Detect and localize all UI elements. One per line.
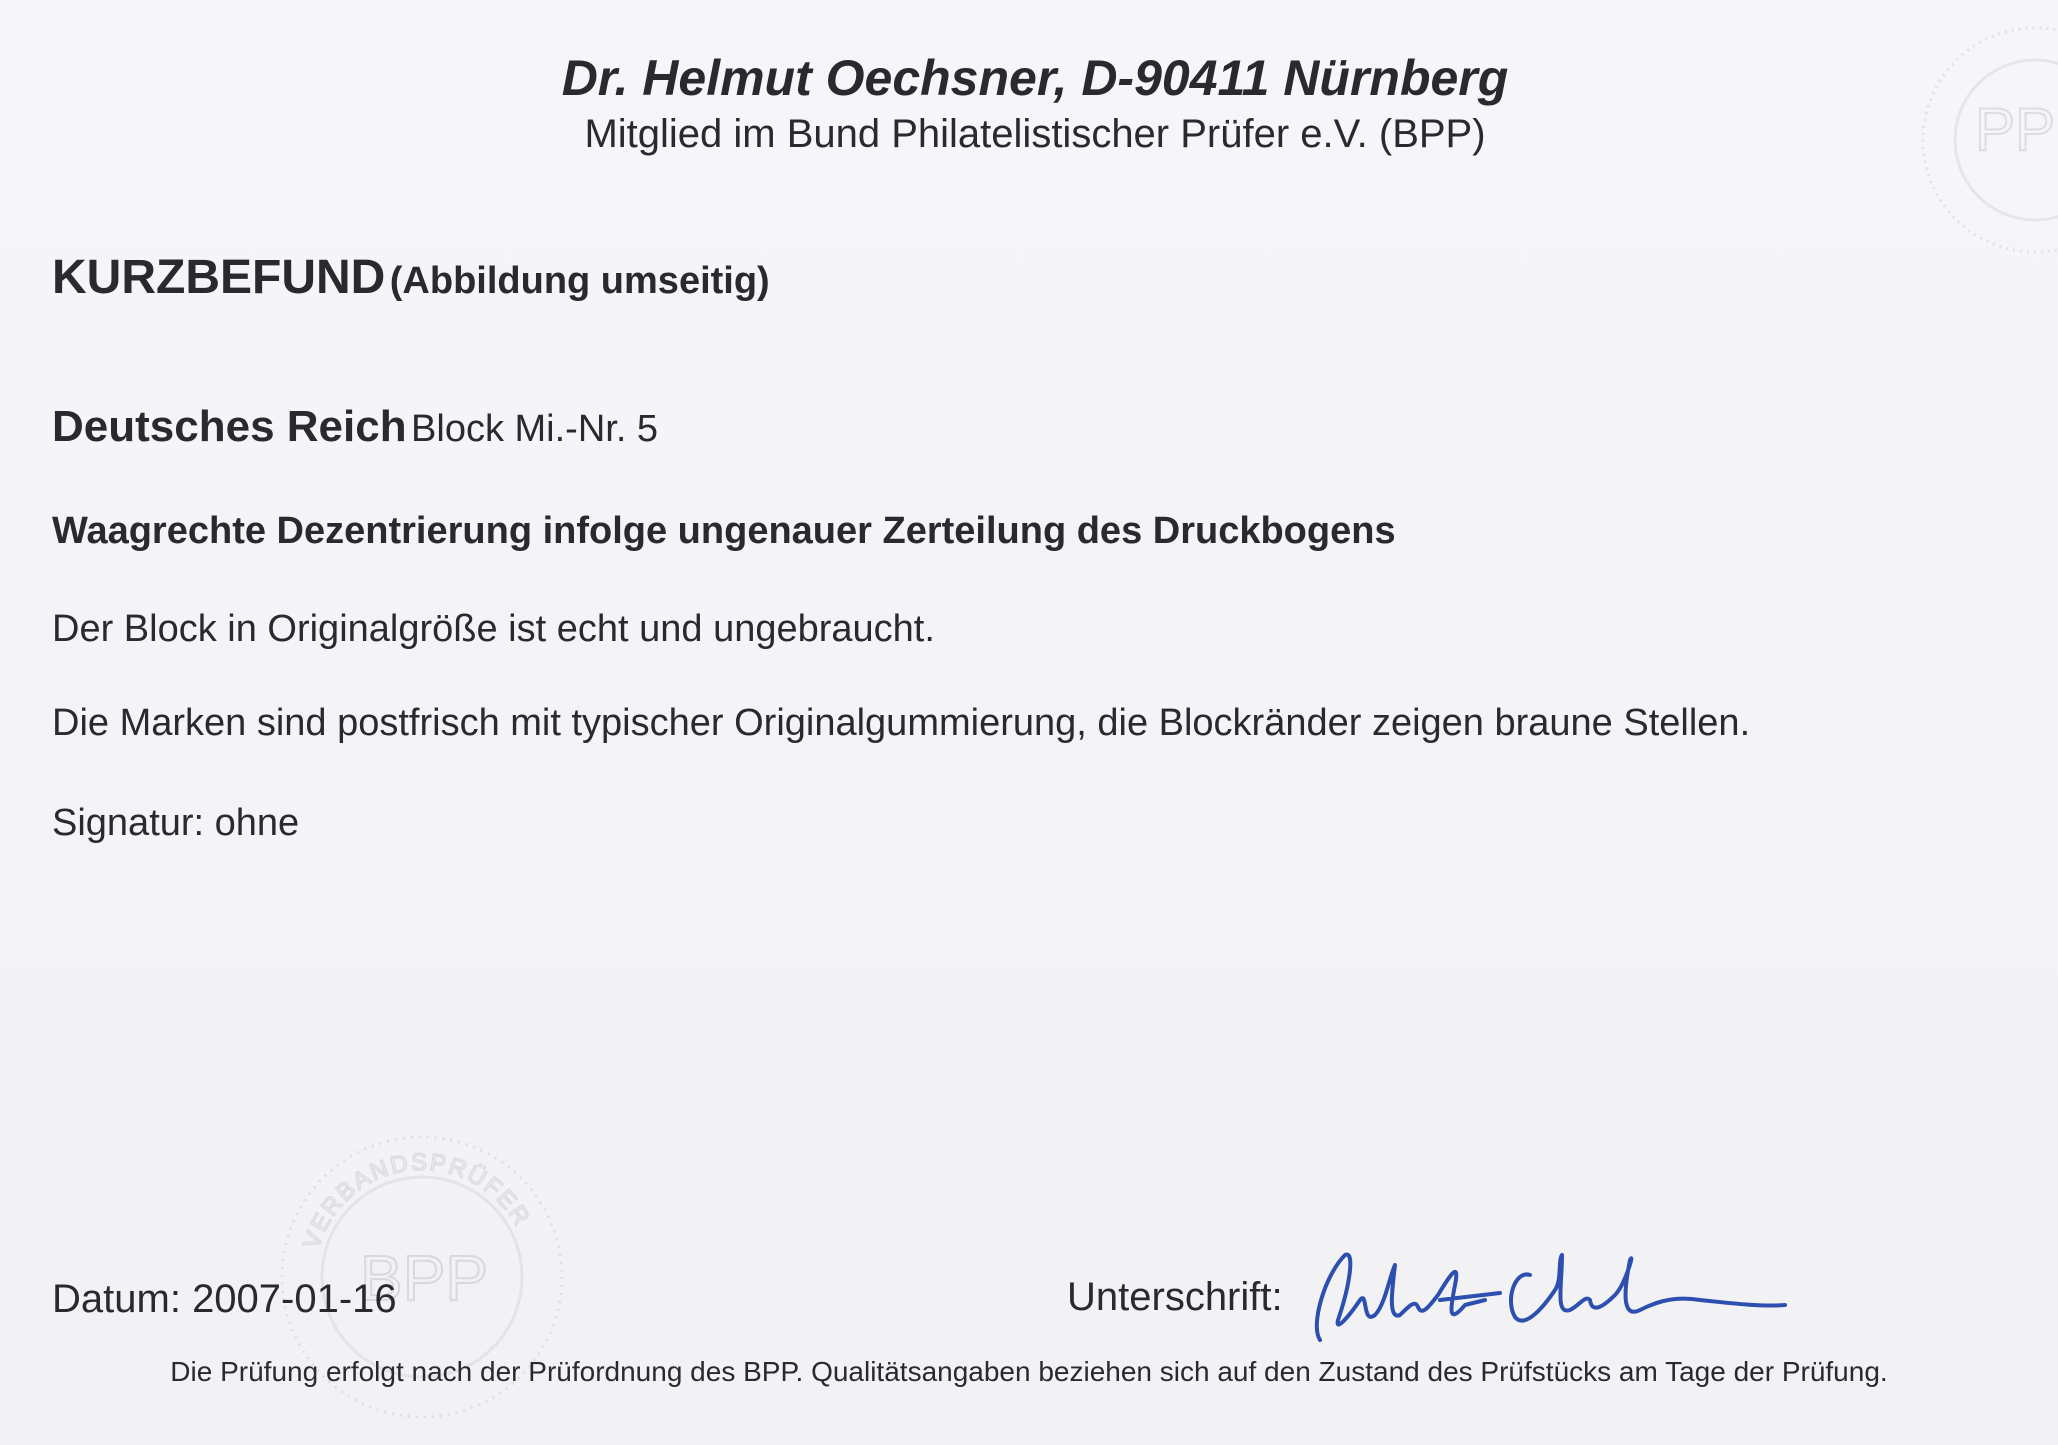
issuer-membership: Mitglied im Bund Philatelistischer Prüfer e.V. (BPP) — [584, 112, 1486, 156]
finding-title: Waagrechte Dezentrierung infolge ungenauer Zerteilung des Druckbogens — [52, 510, 1396, 552]
issuer-header — [0, 48, 2058, 158]
report-title — [52, 250, 770, 305]
seal-center-text: BPP — [360, 1242, 489, 1314]
report-title-note: (Abbildung umseitig) — [389, 260, 770, 302]
footer-disclaimer: Die Prüfung erfolgt nach der Prüfordnung des BPP. Qualitätsangaben beziehen sich auf den Zustand des Prüfstücks am Tage der Prüfung. — [170, 1356, 1888, 1387]
issuer-name: Dr. Helmut Oechsner, D-90411 Nürnberg — [561, 50, 1509, 106]
date-line — [52, 1277, 397, 1322]
catalog-number: Block Mi.-Nr. 5 — [411, 408, 659, 450]
seal-ring-text: VERBANDSPRÜFER — [298, 1148, 536, 1253]
statement-condition: Die Marken sind postfrisch mit typischer Originalgummierung, die Blockränder zeigen braune Stellen. — [52, 702, 1751, 744]
handwritten-signature — [1300, 1245, 1800, 1350]
subject-line — [52, 402, 658, 452]
date-label: Datum: — [52, 1277, 181, 1321]
collecting-area: Deutsches Reich — [52, 402, 407, 451]
seal-top-center-text: PP — [1975, 96, 2056, 163]
signature-label: Unterschrift: — [1067, 1275, 1283, 1319]
report-title-text: KURZBEFUND — [52, 251, 386, 304]
statement-signature: Signatur: ohne — [52, 802, 300, 844]
statement-authenticity: Der Block in Originalgröße ist echt und ungebraucht. — [52, 608, 935, 650]
date-value: 2007-01-16 — [192, 1277, 397, 1321]
